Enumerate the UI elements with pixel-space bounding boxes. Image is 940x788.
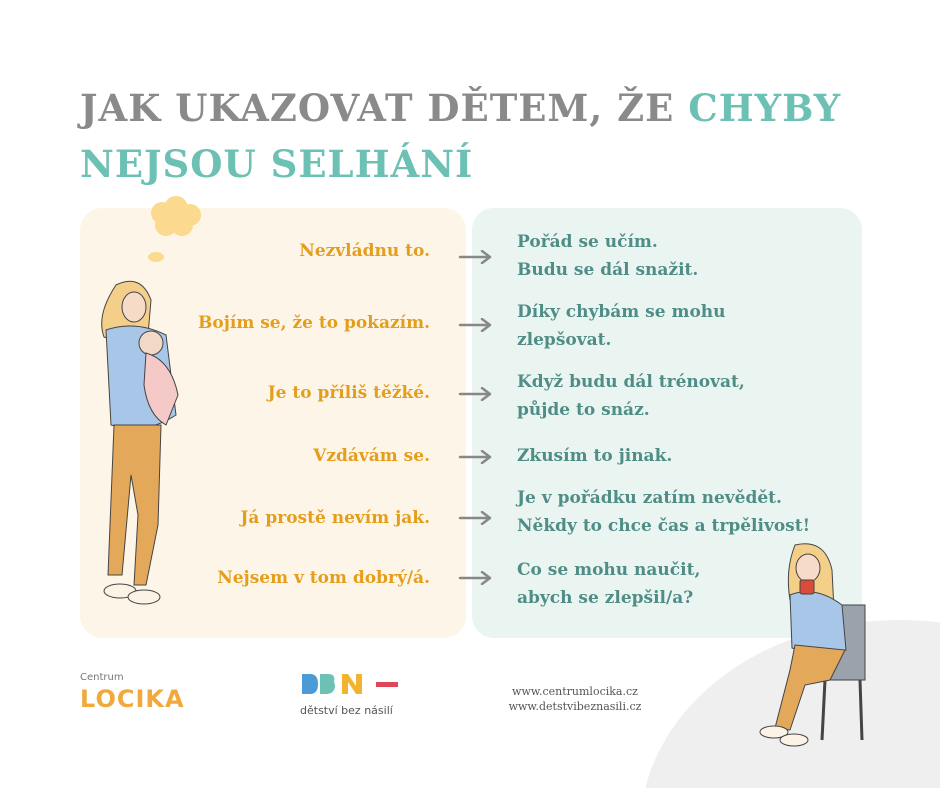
dbn-logo-mark-icon: [300, 672, 400, 696]
locika-logo-wordmark: LOCIKA: [80, 685, 185, 713]
positive-thought-5: [517, 484, 810, 540]
positive-thought-6: [517, 556, 700, 612]
arrow-right-icon: [458, 387, 494, 401]
positive-thought-4-line-1: Zkusím to jinak.: [517, 446, 673, 466]
title-teal-part-2: NEJSOU SELHÁNÍ: [80, 142, 474, 186]
positive-thought-5-line-2: Někdy to chce čas a trpělivost!: [517, 516, 811, 536]
mother-holding-baby-illustration: [86, 275, 196, 625]
arrow-right-icon: [458, 571, 494, 585]
positive-thought-2-line-1: Díky chybám se mohu: [517, 302, 726, 322]
arrow-right-icon: [458, 511, 494, 525]
title-teal-part-1: CHYBY: [688, 86, 842, 130]
website-link-dbn[interactable]: www.detstvibeznasili.cz: [508, 700, 642, 713]
locika-logo-caption: Centrum: [80, 672, 124, 683]
detstvi-bez-nasili-logo: [300, 672, 400, 717]
page-title: [80, 80, 880, 192]
centrum-locika-logo: [80, 672, 185, 713]
negative-thought-1: Nezvládnu to.: [299, 241, 430, 261]
positive-thought-3: [517, 368, 745, 424]
footer-websites: [505, 684, 645, 714]
dbn-logo-tagline: dětství bez násilí: [300, 704, 393, 717]
positive-thought-6-line-2: abych se zlepšil/a?: [517, 588, 694, 608]
negative-thought-6: Nejsem v tom dobrý/á.: [217, 568, 430, 588]
positive-thought-5-line-1: Je v pořádku zatím nevědět.: [517, 488, 782, 508]
arrow-right-icon: [458, 250, 494, 264]
positive-thought-2-line-2: zlepšovat.: [517, 330, 612, 350]
title-gray-part: JAK UKAZOVAT DĚTEM, ŽE: [80, 86, 689, 130]
positive-thought-3-line-1: Když budu dál trénovat,: [517, 372, 745, 392]
positive-thought-1-line-2: Budu se dál snažit.: [517, 260, 699, 280]
negative-thought-4: Vzdávám se.: [313, 446, 430, 466]
arrow-right-icon: [458, 450, 494, 464]
positive-thought-6-line-1: Co se mohu naučit,: [517, 560, 701, 580]
positive-thought-2: [517, 298, 726, 354]
negative-thought-3: Je to příliš těžké.: [267, 383, 430, 403]
positive-thought-1-line-1: Pořád se učím.: [517, 232, 658, 252]
negative-thought-2: Bojím se, že to pokazím.: [198, 313, 430, 333]
negative-thought-5: Já prostě nevím jak.: [240, 508, 430, 528]
website-link-locika[interactable]: www.centrumlocika.cz: [512, 685, 638, 698]
thought-cloud-icon: [140, 195, 210, 270]
arrow-right-icon: [458, 318, 494, 332]
positive-thought-3-line-2: půjde to snáz.: [517, 400, 650, 420]
positive-thought-1: [517, 228, 698, 284]
positive-thought-4: [517, 442, 672, 470]
woman-sitting-with-mug-illustration: [750, 540, 870, 755]
